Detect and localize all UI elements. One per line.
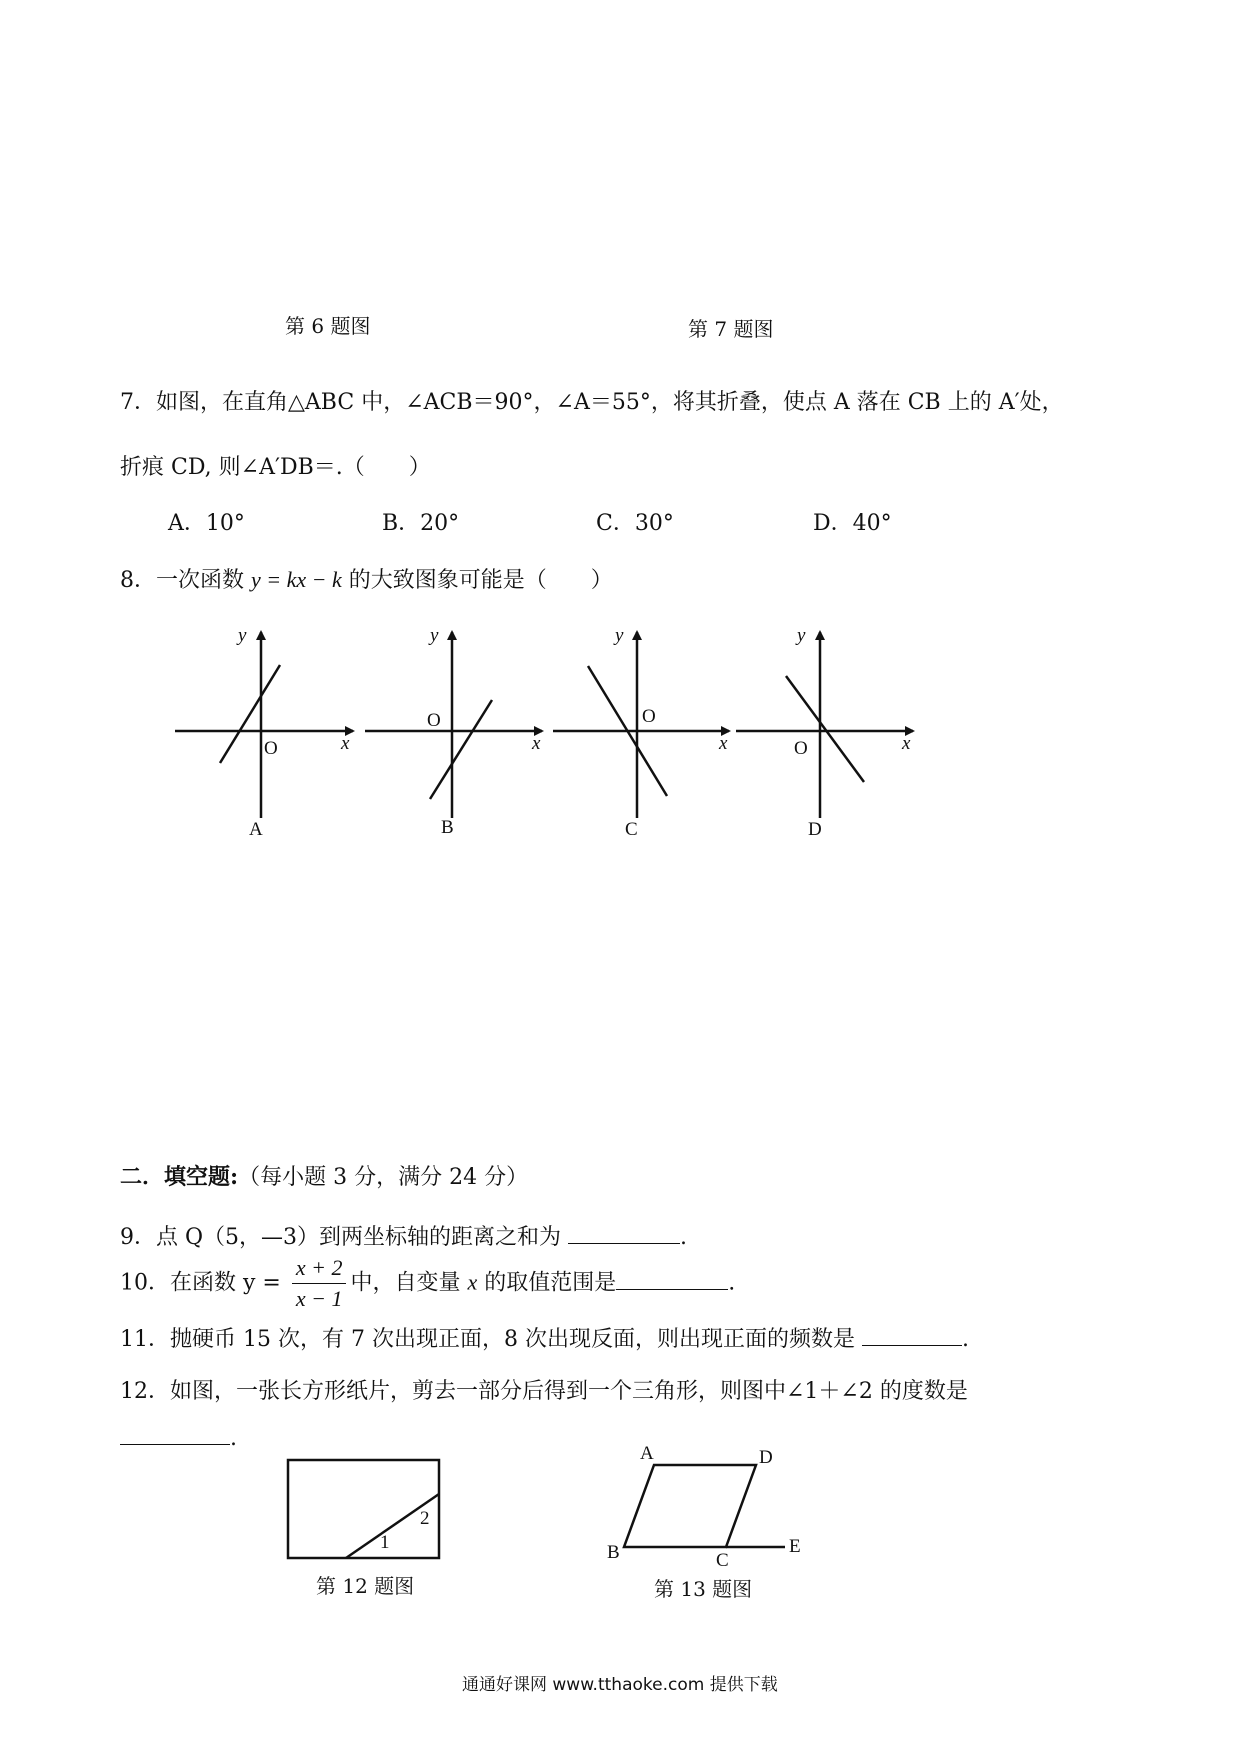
graph-a-x-label: x — [341, 733, 350, 754]
graph-a-label: A — [249, 819, 263, 840]
graph-d-label: D — [808, 819, 822, 840]
graph-d-x-label: x — [902, 733, 911, 754]
q8-suffix: 的大致图象可能是（ ） — [341, 568, 613, 593]
fig12-angle2: 2 — [420, 1508, 430, 1529]
q8-prefix: 8．一次函数 — [120, 568, 251, 593]
q10-suffix: 的取值范围是 — [477, 1270, 617, 1296]
q11-end: . — [961, 1327, 969, 1352]
q9-end: . — [680, 1225, 688, 1250]
section2-title: 二．填空题: — [120, 1164, 239, 1190]
graph-a-y-label: y — [238, 625, 247, 646]
fig13-label-c: C — [716, 1550, 729, 1571]
graph-c-label: C — [625, 819, 638, 840]
fig13-label-b: B — [607, 1542, 620, 1563]
graph-d-y-label: y — [797, 625, 806, 646]
q12-text: 12．如图，一张长方形纸片，剪去一部分后得到一个三角形，则图中∠1＋∠2 的度数是 — [120, 1379, 968, 1404]
q10-var: x — [467, 1269, 478, 1295]
q10-numerator: x + 2 — [292, 1253, 347, 1284]
fig12-caption: 第 12 题图 — [316, 1574, 415, 1598]
footer-source: 通通好课网 www.tthaoke.com 提供下载 — [462, 1675, 778, 1695]
graph-c-x-label: x — [719, 733, 728, 754]
graph-b-origin: O — [427, 710, 441, 731]
fig13-label-a: A — [640, 1443, 654, 1464]
fig7-caption: 第 7 题图 — [688, 317, 774, 341]
fig13-caption: 第 13 题图 — [654, 1577, 753, 1601]
graph-d-origin: O — [794, 738, 808, 759]
q7-line1: 7．如图，在直角△ABC 中，∠ACB＝90°，∠A＝55°，将其折叠，使点 A 落在 CB 上的 A′处， — [120, 390, 1064, 415]
fig12-angle1: 1 — [380, 1532, 390, 1553]
graph-b-y-label: y — [430, 625, 439, 646]
q7-option-d: D．40° — [813, 511, 892, 536]
q10-denominator: x − 1 — [295, 1286, 343, 1311]
q8-formula: y = kx − k — [251, 567, 342, 592]
graph-b-x-label: x — [532, 733, 541, 754]
q7-option-c: C．30° — [596, 511, 674, 536]
q10-prefix: 10．在函数 y = — [120, 1270, 288, 1296]
q10-end: . — [728, 1270, 736, 1296]
q10-middle: 中，自变量 — [350, 1270, 468, 1296]
fig13-label-d: D — [759, 1447, 773, 1468]
fig13-label-e: E — [789, 1536, 801, 1557]
q7-option-a: A．10° — [168, 511, 245, 536]
graph-c-origin: O — [642, 706, 656, 727]
q9-text: 9．点 Q（5，—3）到两坐标轴的距离之和为 — [120, 1225, 569, 1250]
graph-b-label: B — [441, 817, 454, 838]
graph-a-origin: O — [264, 738, 278, 759]
q7-option-b: B．20° — [382, 511, 460, 536]
graph-c-y-label: y — [615, 625, 624, 646]
q11-text: 11．抛硬币 15 次，有 7 次出现正面，8 次出现反面，则出现正面的频数是 — [120, 1327, 862, 1352]
q7-line2: 折痕 CD, 则∠A′DB＝.（ ） — [120, 455, 431, 480]
fig6-caption: 第 6 题图 — [285, 314, 371, 338]
q12-end: . — [230, 1426, 237, 1451]
section2-note: （每小题 3 分，满分 24 分） — [238, 1165, 529, 1190]
fig13-parallelogram — [624, 1465, 756, 1547]
